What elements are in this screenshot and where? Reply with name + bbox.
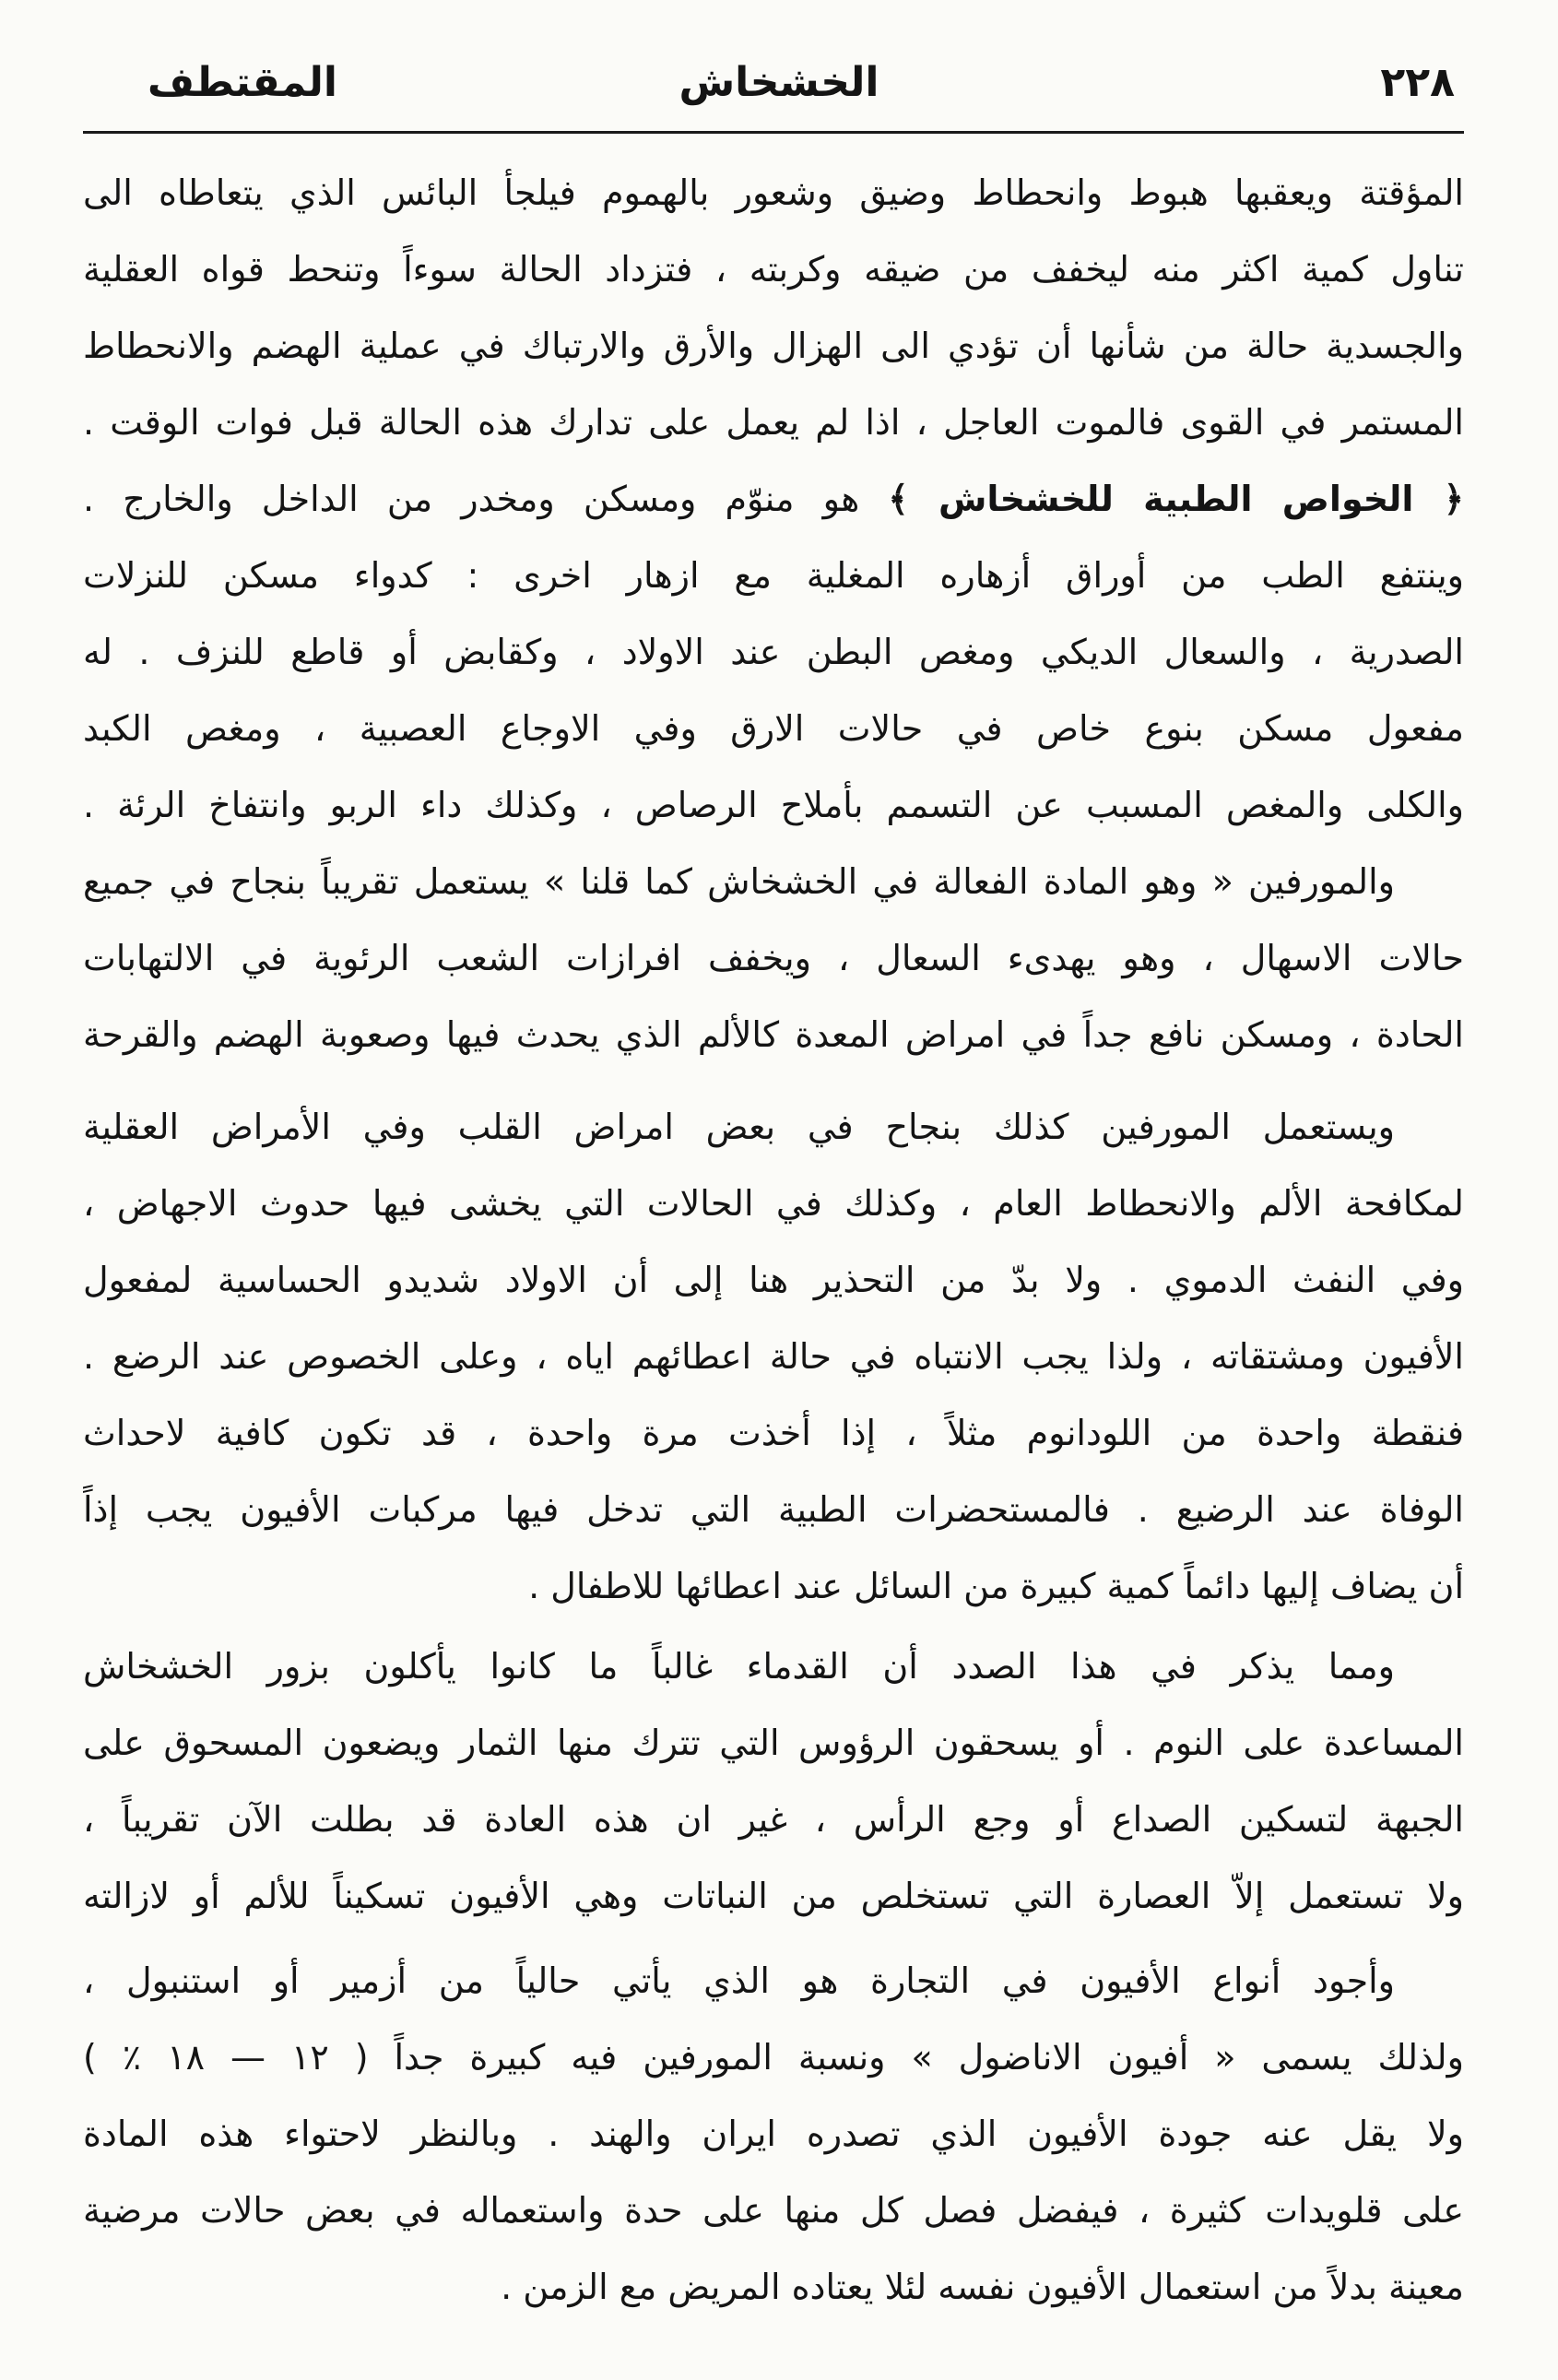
section-heading-text: هو منوّم ومسكن ومخدر من الداخل والخارج . — [83, 479, 860, 519]
text-line — [83, 461, 1464, 538]
text-line: وفي النفث الدموي . ولا بدّ من التحذير هنا إلى أن الاولاد شديدو الحساسية لمفعول — [83, 1260, 1464, 1300]
text-line: ولذلك يسمى « أفيون الاناضول » ونسبة المورفين فيه كبيرة جداً ( ١٢ — ١٨ ٪ ) — [83, 2037, 1464, 2078]
text-line: وينتفع الطب من أوراق أزهاره المغلية مع ازهار اخرى : كدواء مسكن للنزلات — [83, 555, 1464, 596]
text-line: والمورفين « وهو المادة الفعالة في الخشخاش كما قلنا » يستعمل تقريباً بنجاح في جميع — [83, 861, 1395, 902]
journal-name: المقتطف — [148, 59, 337, 106]
text-line: مفعول مسكن بنوع خاص في حالات الارق وفي الاوجاع العصبية ، ومغص الكبد — [83, 708, 1464, 749]
text-line: فنقطة واحدة من اللودانوم مثلاً ، إذا أخذت مرة واحدة ، قد تكون كافية لاحداث — [83, 1413, 1464, 1453]
text-line: الحادة ، ومسكن نافع جداً في امراض المعدة كالألم الذي يحدث فيها وصعوبة الهضم والقرحة — [83, 1014, 1464, 1055]
text-line: حالات الاسهال ، وهو يهدىء السعال ، ويخفف افرازات الشعب الرئوية في الالتهابات — [83, 938, 1464, 978]
paragraph — [83, 155, 1464, 461]
header-rule — [83, 131, 1464, 134]
article-body — [83, 155, 1464, 2326]
text-line: لمكافحة الألم والانحطاط العام ، وكذلك في الحالات التي يخشى فيها حدوث الاجهاض ، — [83, 1183, 1464, 1224]
text-line: ويستعمل المورفين كذلك بنجاح في بعض امراض القلب وفي الأمراض العقلية — [83, 1107, 1395, 1147]
section-heading: ﴿ الخواص الطبية للخشخاش ﴾ — [888, 479, 1464, 519]
paragraph — [83, 461, 1464, 844]
paragraph — [83, 1628, 1464, 1935]
text-line: على قلويدات كثيرة ، فيفضل فصل كل منها على حدة واستعماله في بعض حالات مرضية — [83, 2190, 1464, 2231]
text-line: الصدرية ، والسعال الديكي ومغص البطن عند الاولاد ، وكقابض أو قاطع للنزف . له — [83, 632, 1464, 672]
text-line: المؤقتة ويعقبها هبوط وانحطاط وضيق وشعور بالهموم فيلجأ البائس الذي يتعاطاه الى — [83, 172, 1464, 213]
text-line: تناول كمية اكثر منه ليخفف من ضيقه وكربته ، فتزداد الحالة سوءاً وتنحط قواه العقلية — [83, 249, 1464, 290]
text-line: الجبهة لتسكين الصداع أو وجع الرأس ، غير ان هذه العادة قد بطلت الآن تقريباً ، — [83, 1799, 1464, 1840]
page-number: ٢٢٨ — [1380, 59, 1455, 106]
text-line: المستمر في القوى فالموت العاجل ، اذا لم يعمل على تدارك هذه الحالة قبل فوات الوقت . — [83, 402, 1464, 443]
text-line: أن يضاف إليها دائماً كمية كبيرة من السائل عند اعطائها للاطفال . — [528, 1566, 1464, 1606]
paragraph — [83, 1943, 1464, 2326]
paragraph — [83, 1089, 1464, 1625]
text-line: ولا تستعمل إلاّ العصارة التي تستخلص من النباتات وهي الأفيون تسكيناً للألم أو لازالته — [83, 1876, 1464, 1916]
article-title: الخشخاش — [679, 59, 879, 106]
text-line: والجسدية حالة من شأنها أن تؤدي الى الهزال والأرق والارتباك في عملية الهضم والانحطاط — [83, 326, 1464, 366]
text-line: ومما يذكر في هذا الصدد أن القدماء غالباً ما كانوا يأكلون بزور الخشخاش — [83, 1646, 1395, 1687]
paragraph — [83, 844, 1464, 1073]
text-line: الأفيون ومشتقاته ، ولذا يجب الانتباه في حالة اعطائهم اياه ، وعلى الخصوص عند الرضع . — [83, 1336, 1464, 1377]
text-line: ولا يقل عنه جودة الأفيون الذي تصدره ايران والهند . وبالنظر لاحتواء هذه المادة — [83, 2114, 1464, 2154]
text-line: معينة بدلاً من استعمال الأفيون نفسه لئلا يعتاده المريض مع الزمن . — [501, 2267, 1464, 2307]
text-line: الوفاة عند الرضيع . فالمستحضرات الطبية التي تدخل فيها مركبات الأفيون يجب إذاً — [83, 1489, 1464, 1530]
text-line: والكلى والمغص المسبب عن التسمم بأملاح الرصاص ، وكذلك داء الربو وانتفاخ الرئة . — [83, 785, 1464, 825]
text-line: وأجود أنواع الأفيون في التجارة هو الذي يأتي حالياً من أزمير أو استنبول ، — [83, 1960, 1395, 2001]
text-line: المساعدة على النوم . أو يسحقون الرؤوس التي تترك منها الثمار ويضعون المسحوق على — [83, 1723, 1464, 1763]
